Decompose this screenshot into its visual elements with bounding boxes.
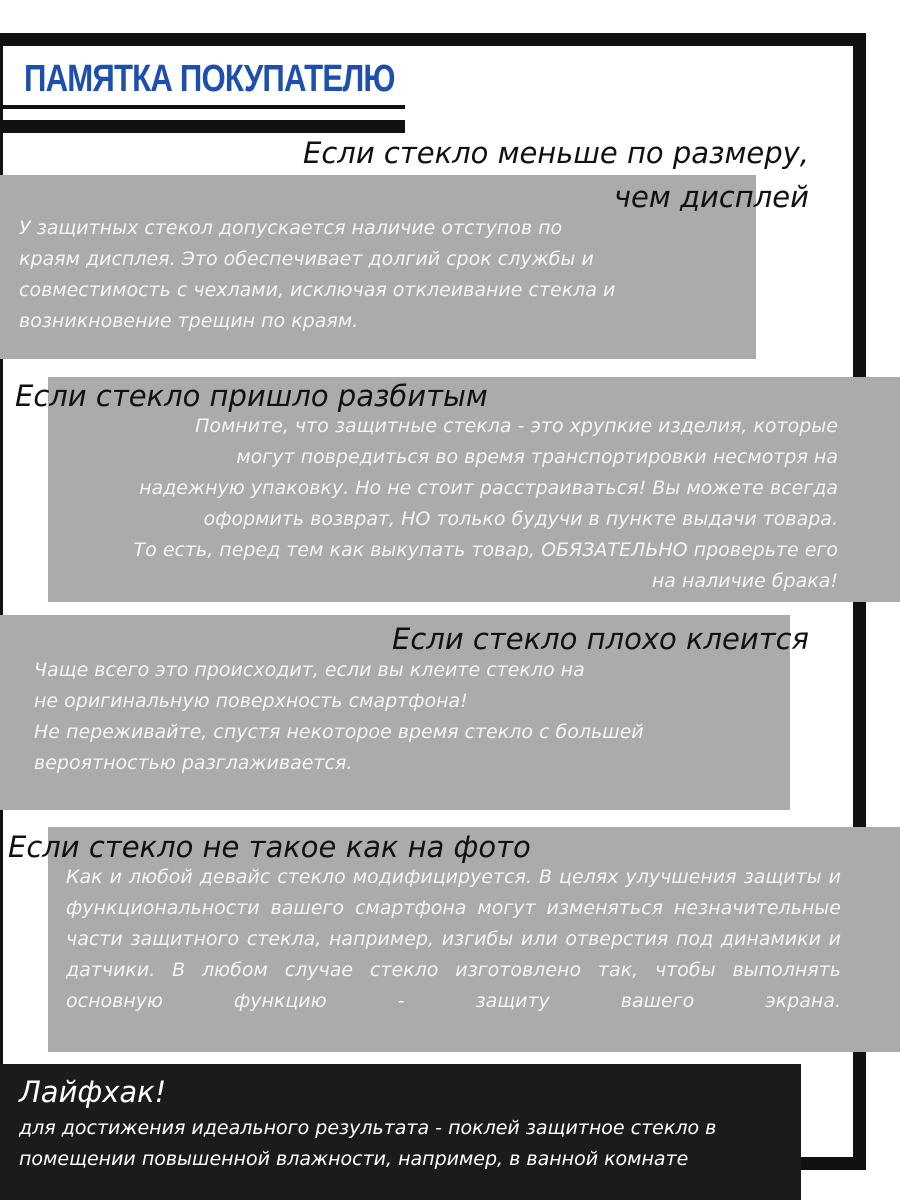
section-2-line: То есть, перед тем как выкупать товар, ОБЯЗАТЕЛЬНО проверьте его	[133, 539, 838, 561]
section-2-line: надежную упаковку. Но не стоит расстраиваться! Вы можете всегда	[139, 477, 838, 499]
section-2-line: Помните, что защитные стекла - это хрупкие изделия, которые	[195, 415, 838, 437]
section-1-line: возникновение трещин по краям.	[19, 310, 359, 332]
section-4-text: Как и любой девайс стекло модифицируется. В целях улучшения защиты и функциональности вашего смартфона могут изменяться незначительные части защитного стекла, например, изгибы или отверстия под динамики и датчики. В любом случае стекло изготовлено так, чтобы выполнять основную функцию - защиту вашего экрана.	[66, 866, 841, 1012]
section-1-line: У защитных стекол допускается наличие отступов по	[19, 217, 563, 239]
section-1-text	[19, 213, 719, 337]
frame-top-border	[0, 33, 866, 46]
lifehack-line: для достижения идеального результата - поклей защитное стекло в	[19, 1117, 717, 1139]
section-3-line: Не переживайте, спустя некоторое время стекло с большей	[34, 721, 644, 743]
section-2-line: оформить возврат, НО только будучи в пункте выдачи товара.	[203, 508, 838, 530]
page-title: ПАМЯТКА ПОКУПАТЕЛЮ	[24, 58, 395, 100]
section-1-line: краям дисплея. Это обеспечивает долгий срок службы и	[19, 248, 594, 270]
lifehack-heading: Лайфхак!	[19, 1075, 167, 1109]
section-2-heading: Если стекло пришло разбитым	[15, 379, 488, 413]
section-3-line: не оригинальную поверхность смартфона!	[34, 690, 468, 712]
lifehack-line: помещении повышенной влажности, например, в ванной комнате	[19, 1148, 689, 1170]
section-2-line: могут повредиться во время транспортировки несмотря на	[236, 446, 838, 468]
section-2-text	[60, 411, 838, 597]
section-1-heading	[303, 131, 809, 219]
lifehack-text	[19, 1113, 799, 1175]
section-1-heading-line-1: Если стекло меньше по размеру,	[303, 136, 809, 170]
section-3-line: Чаще всего это происходит, если вы клеите стекло на	[34, 659, 585, 681]
section-4-heading: Если стекло не такое как на фото	[8, 830, 531, 864]
section-1-line: совместимость с чехлами, исключая отклеивание стекла и	[19, 279, 616, 301]
section-3-heading: Если стекло плохо клеится	[392, 622, 809, 656]
section-2-line: на наличие брака!	[651, 570, 838, 592]
section-3-text	[34, 655, 734, 779]
section-1-heading-line-2: чем дисплей	[613, 180, 809, 214]
title-underline-thin	[0, 105, 405, 109]
section-3-line: вероятностью разглаживается.	[34, 752, 353, 774]
